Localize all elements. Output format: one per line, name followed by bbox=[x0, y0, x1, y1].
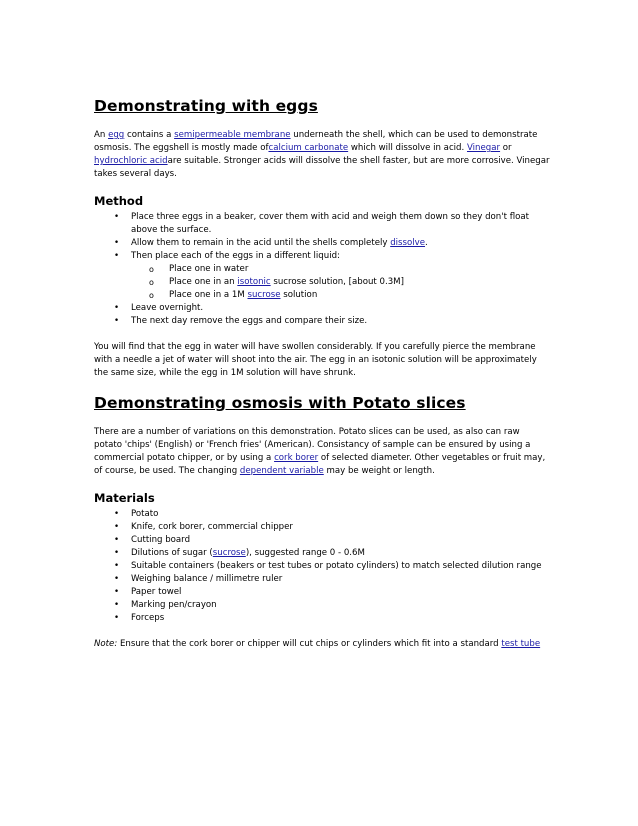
bullet-icon: • bbox=[114, 548, 120, 558]
text-run: There are a number of variations on this demonstration. Potato slices can be used, as also can raw potato 'chips' (English) or 'French fries' (American). Consistancy of sample can be ensured by using a commercial potato chipper, or by using a bbox=[94, 427, 531, 463]
method-step bbox=[94, 237, 550, 250]
text-run: . bbox=[425, 238, 428, 248]
text-run: underneath the shell, which can be used to demonstrate osmosis. The eggshell is mostly made of bbox=[94, 130, 538, 153]
method-step bbox=[94, 315, 550, 328]
inline-link[interactable]: isotonic bbox=[237, 277, 271, 287]
bullet-icon: • bbox=[114, 587, 120, 597]
method-step bbox=[94, 302, 550, 315]
text-run: Ensure that the cork borer or chipper will cut chips or cylinders which fit into a standard bbox=[117, 639, 502, 649]
method-heading: Method bbox=[94, 194, 144, 208]
bullet-icon: • bbox=[114, 600, 120, 610]
text-run: Place one in a 1M bbox=[169, 290, 248, 300]
italic-text: Note: bbox=[94, 639, 118, 649]
text-run: Allow them to remain in the acid until the shells completely bbox=[131, 238, 391, 248]
inline-link[interactable]: dissolve bbox=[390, 238, 426, 248]
material-item bbox=[94, 521, 550, 534]
inline-link[interactable]: sucrose bbox=[212, 548, 246, 558]
materials-list bbox=[94, 508, 550, 625]
liquid-item bbox=[94, 263, 550, 276]
bullet-icon: • bbox=[114, 561, 120, 571]
bullet-icon: • bbox=[114, 303, 120, 313]
text-run: solution bbox=[280, 290, 318, 300]
sub-bullet-icon: o bbox=[149, 278, 154, 287]
section-eggs-title: Demonstrating with eggs bbox=[94, 97, 318, 115]
material-item bbox=[94, 612, 550, 625]
text-run: Then place each of the eggs in a different liquid: bbox=[131, 251, 340, 261]
text-run: Paper towel bbox=[131, 587, 182, 597]
bullet-icon: • bbox=[114, 238, 120, 248]
bullet-icon: • bbox=[114, 509, 120, 519]
liquids-sublist bbox=[94, 263, 550, 302]
inline-link[interactable]: hydrochloric acid bbox=[94, 156, 168, 166]
liquid-item bbox=[94, 276, 550, 289]
bullet-icon: • bbox=[114, 574, 120, 584]
inline-link[interactable]: semipermeable membrane bbox=[174, 130, 291, 140]
materials-heading: Materials bbox=[94, 491, 155, 505]
text-run: Potato bbox=[131, 509, 159, 519]
text-run: ), suggested range 0 - 0.6M bbox=[245, 548, 365, 558]
bullet-icon: • bbox=[114, 613, 120, 623]
inline-link[interactable]: test tube bbox=[501, 639, 541, 649]
text-run: contains a bbox=[124, 130, 175, 140]
bullet-icon: • bbox=[114, 316, 120, 326]
text-run: Weighing balance / millimetre ruler bbox=[131, 574, 283, 584]
potato-intro-paragraph bbox=[94, 426, 550, 478]
text-run: are suitable. Stronger acids will dissolve the shell faster, but are more corrosive. Vinegar takes several days. bbox=[94, 156, 550, 179]
note-paragraph bbox=[94, 638, 550, 651]
text-run: Place three eggs in a beaker, cover them with acid and weigh them down so they don't float above the surface. bbox=[131, 212, 530, 235]
material-item bbox=[94, 534, 550, 547]
material-item bbox=[94, 573, 550, 586]
text-run: Knife, cork borer, commercial chipper bbox=[131, 522, 293, 532]
text-run: The next day remove the eggs and compare their size. bbox=[131, 316, 368, 326]
material-item bbox=[94, 508, 550, 521]
text-run: Place one in an bbox=[169, 277, 238, 287]
text-run: may be weight or length. bbox=[323, 466, 435, 476]
text-run: Dilutions of sugar ( bbox=[131, 548, 213, 558]
inline-link[interactable]: dependent variable bbox=[239, 466, 324, 476]
material-item bbox=[94, 599, 550, 612]
inline-link[interactable]: Vinegar bbox=[466, 143, 501, 153]
method-list bbox=[94, 211, 550, 328]
inline-link[interactable]: calcium carbonate bbox=[268, 143, 349, 153]
material-item bbox=[94, 586, 550, 599]
text-run: Marking pen/crayon bbox=[131, 600, 217, 610]
material-item bbox=[94, 560, 550, 573]
bullet-icon: • bbox=[114, 522, 120, 532]
inline-link[interactable]: sucrose bbox=[247, 290, 281, 300]
inline-link[interactable]: egg bbox=[108, 130, 125, 140]
text-run: of selected diameter. Other vegetables or fruit may, of course, be used. The changing bbox=[94, 453, 546, 476]
bullet-icon: • bbox=[114, 535, 120, 545]
sub-bullet-icon: o bbox=[149, 291, 154, 300]
material-item bbox=[94, 547, 550, 560]
text-run: An bbox=[94, 130, 109, 140]
eggs-intro-paragraph bbox=[94, 129, 550, 181]
text-run: Suitable containers (beakers or test tubes or potato cylinders) to match selected dilution range bbox=[131, 561, 542, 571]
sub-bullet-icon: o bbox=[149, 265, 154, 274]
inline-link[interactable]: cork borer bbox=[274, 453, 319, 463]
eggs-result-paragraph: You will find that the egg in water will have swollen considerably. If you carefully pierce the membrane with a needle a jet of water will shoot into the air. The egg in an isotonic solution will be approximately the same size, while the egg in 1M solution will have shrunk. bbox=[94, 342, 537, 378]
section-potato-title: Demonstrating osmosis with Potato slices bbox=[94, 394, 466, 412]
text-run: or bbox=[500, 143, 512, 153]
bullet-icon: • bbox=[114, 212, 120, 222]
method-step bbox=[94, 250, 550, 302]
liquid-item bbox=[94, 289, 550, 302]
method-step bbox=[94, 211, 550, 237]
document-page bbox=[94, 96, 550, 651]
bullet-icon: • bbox=[114, 251, 120, 261]
text-run: sucrose solution, [about 0.3M] bbox=[270, 277, 404, 287]
text-run: Leave overnight. bbox=[131, 303, 204, 313]
text-run: Forceps bbox=[131, 613, 165, 623]
text-run: which will dissolve in acid. bbox=[348, 143, 467, 153]
text-run: Cutting board bbox=[131, 535, 191, 545]
text-run: Place one in water bbox=[169, 264, 249, 274]
